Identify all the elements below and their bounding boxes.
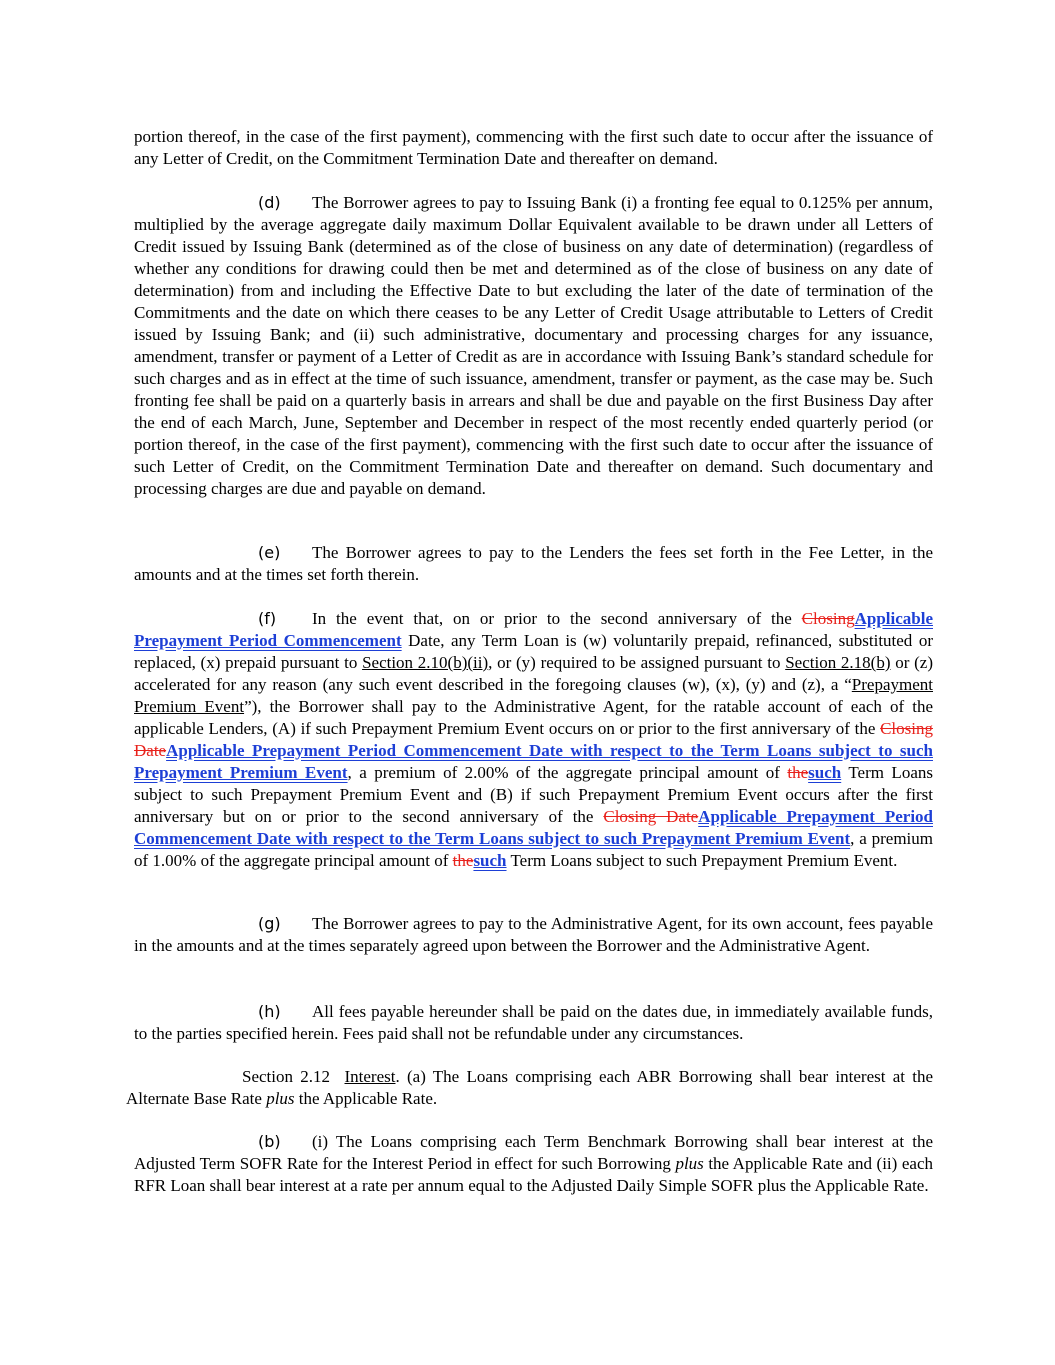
section-reference: Section 2.18(b) (785, 653, 891, 672)
clause-label-g: (g) (258, 914, 281, 933)
clause-label-h: (h) (258, 1002, 281, 1021)
section-2-12: Section 2.12 Interest. (a) The Loans comprising each ABR Borrowing shall bear interest at the Alternate Base Rate plus the Applicable Rate. (126, 1067, 933, 1108)
paragraph-b: (b) (i) The Loans comprising each Term Benchmark Borrowing shall bear interest at the Adjusted Term SOFR Rate for the Interest Period in effect for such Borrowing plus the Applicable Rate and (ii) each RFR Loan shall bear interest at a rate per annum equal to the Adjusted Daily Simple SOFR plus the Applicable Rate. (134, 1132, 933, 1195)
deleted-text: Closing Date (134, 719, 933, 760)
clause-label-b: (b) (258, 1132, 281, 1151)
inserted-text: such (808, 763, 842, 782)
deleted-text: Closing Date (603, 807, 699, 826)
paragraph-intro: portion thereof, in the case of the first payment), commencing with the first such date to occur after the issuance of any Letter of Credit, on the Commitment Termination Date and thereafter on demand. (134, 127, 933, 168)
paragraph-e: (e) The Borrower agrees to pay to the Lenders the fees set forth in the Fee Letter, in the amounts and at the times set forth therein. (134, 543, 933, 584)
inserted-text: Applicable Prepayment Period Commencement Date with respect to the Term Loans subject to such Prepayment Premium Event (134, 741, 933, 782)
inserted-text: Applicable Prepayment Period Commencement (134, 609, 933, 650)
deleted-text: the (452, 851, 474, 870)
deleted-text: Closing (801, 609, 855, 628)
paragraph-g: (g) The Borrower agrees to pay to the Administrative Agent, for its own account, fees payable in the amounts and at the times separately agreed upon between the Borrower and the Administrative Agent. (134, 914, 933, 955)
defined-term: Prepayment Premium Event (134, 675, 933, 716)
inserted-text: Applicable Prepayment Period Commencement Date with respect to the Term Loans subject to such Prepayment Premium Event (134, 807, 933, 848)
section-number: Section 2.12 (242, 1067, 330, 1086)
clause-label-f: (f) (258, 609, 277, 628)
inserted-text: such (473, 851, 507, 870)
paragraph-d: (d) The Borrower agrees to pay to Issuing Bank (i) a fronting fee equal to 0.125% per annum, multiplied by the average aggregate daily maximum Dollar Equivalent available to be drawn under all Letters of Credit issued by Issuing Bank (determined as of the close of business on any date of determination) (regardless of whether any conditions for drawing could then be met and determined as of the close of business on any date of determination) from and including the Effective Date to but excluding the later of the date of termination of the Commitments and the date on which there ceases to be any Letter of Credit Usage attributable to Letters of Credit issued by Issuing Bank; and (ii) such administrative, documentary and processing charges for any issuance, amendment, transfer or payment of a Letter of Credit as are in accordance with Issuing Bank’s standard schedule for such charges and as in effect at the time of such issuance, amendment, transfer or payment, as the case may be. Such fronting fee shall be paid on a quarterly basis in arrears and shall be due and payable on the first Business Day after the end of each March, June, September and December in respect of the most recently ended quarterly period (or portion thereof, in the case of the first payment), commencing with the first such date to occur after the issuance of such Letter of Credit, on the Commitment Termination Date and thereafter on demand. Such documentary and processing charges are due and payable on demand. (134, 193, 933, 498)
paragraph-h: (h) All fees payable hereunder shall be paid on the dates due, in immediately available funds, to the parties specified herein. Fees paid shall not be refundable under any circumstances. (134, 1002, 933, 1043)
section-reference: Section 2.10(b)(ii) (362, 653, 489, 672)
section-heading: Interest (344, 1067, 396, 1086)
deleted-text: the (787, 763, 809, 782)
clause-label-d: (d) (258, 193, 281, 212)
paragraph-f: (f) In the event that, on or prior to the second anniversary of the ClosingApplicable Prepayment Period Commencement Date, any Term Loan is (w) voluntarily prepaid, refinanced, substituted or replaced, (x) prepaid pursuant to Section 2.10(b)(ii), or (y) required to be assigned pursuant to Section 2.18(b) or (z) accelerated for any reason (any such event described in the foregoing clauses (w), (x), (y) and (z), a “Prepayment Premium Event”), the Borrower shall pay to the Administrative Agent, for the ratable account of each of the applicable Lenders, (A) if such Prepayment Premium Event occurs on or prior to the first anniversary of the Closing DateApplicable Prepayment Period Commencement Date with respect to the Term Loans subject to such Prepayment Premium Event, a premium of 2.00% of the aggregate principal amount of thesuch Term Loans subject to such Prepayment Premium Event and (B) if such Prepayment Premium Event occurs after the first anniversary but on or prior to the second anniversary of the Closing DateApplicable Prepayment Period Commencement Date with respect to the Term Loans subject to such Prepayment Premium Event, a premium of 1.00% of the aggregate principal amount of thesuch Term Loans subject to such Prepayment Premium Event. (134, 609, 934, 870)
clause-label-e: (e) (258, 543, 281, 562)
